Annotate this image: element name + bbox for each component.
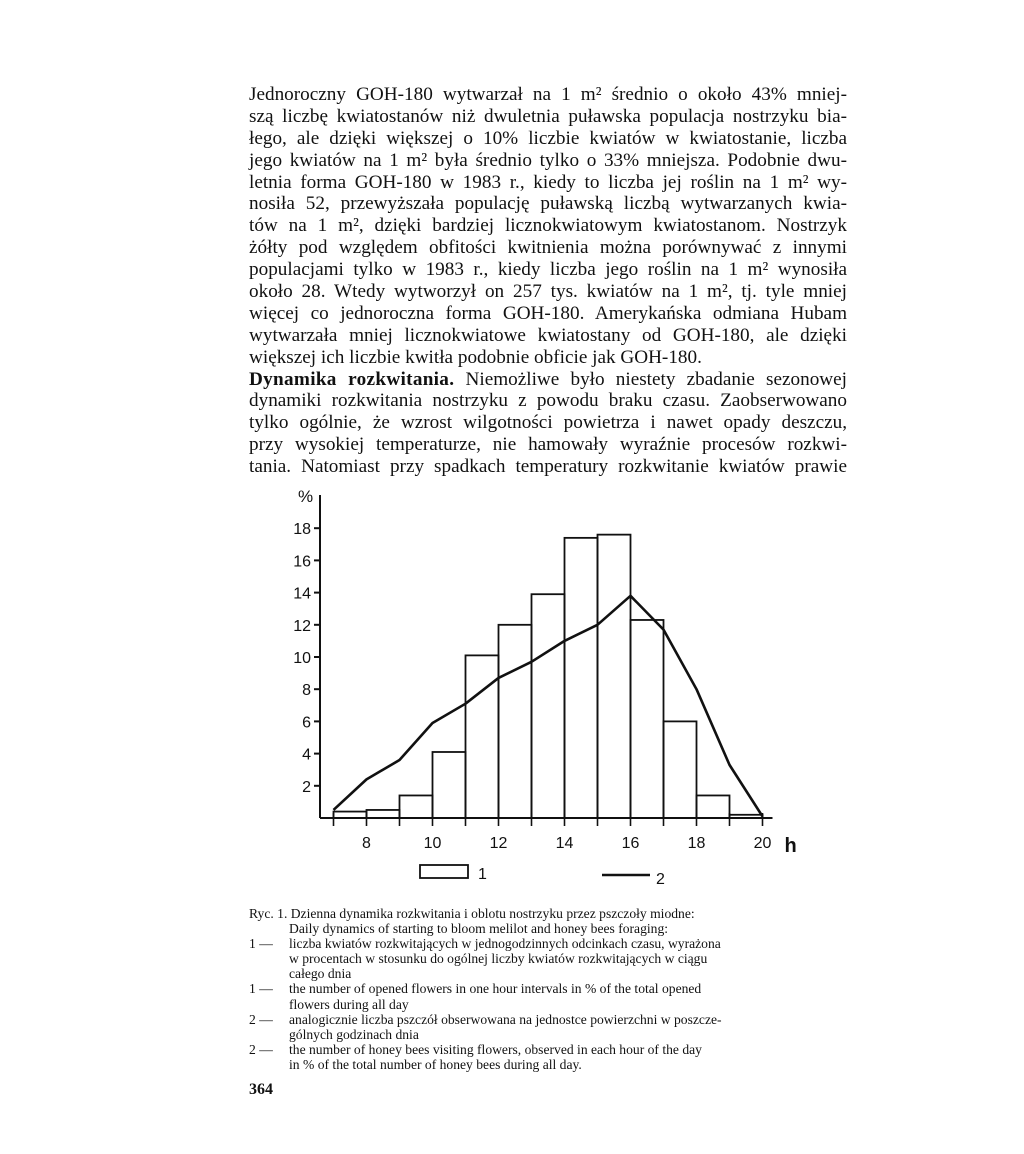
text-line: tów na 1 m², dzięki bardziej licznokwiatowym kwiatostanom. Nostrzyk — [249, 215, 847, 237]
y-tick-label: 8 — [302, 682, 311, 700]
x-tick-label: 8 — [362, 835, 371, 852]
caption-line: liczba kwiatów rozkwitających w jednogodzinnych odcinkach czasu, wyrażona — [289, 936, 721, 952]
caption-item-number: 1 — — [249, 936, 273, 952]
y-tick-label: 16 — [293, 553, 311, 571]
histogram-bar — [499, 625, 532, 818]
caption-item — [249, 1042, 849, 1072]
y-tick-label: 18 — [293, 521, 311, 539]
text-line: około 28. Wtedy wytworzył on 257 tys. kwiatów na 1 m², tj. tyle mniej — [249, 281, 847, 303]
text-line: większej ich liczbie kwitła podobnie obficie jak GOH-180. — [249, 346, 702, 368]
y-tick-label: 2 — [302, 778, 311, 796]
caption-item — [249, 981, 849, 1011]
histogram-bar — [433, 752, 466, 818]
text-line: tylko ogólnie, że wzrost wilgotności powietrza i nawet opady deszczu, — [249, 412, 847, 434]
histogram-bar — [367, 810, 400, 818]
x-tick-label: 10 — [423, 835, 442, 852]
histogram-bar — [664, 721, 697, 818]
text-line: populacjami tylko w 1983 r., kiedy liczba jego roślin na 1 m² wynosiła — [249, 259, 847, 281]
caption-item — [249, 1012, 849, 1042]
y-tick-label: 12 — [293, 617, 311, 635]
heading-line — [249, 369, 847, 391]
histogram-bar — [631, 620, 664, 818]
text-line: więcej co jednoroczna forma GOH-180. Amerykańska odmiana Hubam — [249, 302, 847, 324]
text-line: dynamiki rozkwitania nostrzyku z powodu braku czasu. Zaobserwowano — [249, 390, 847, 412]
x-tick-label: 20 — [753, 835, 772, 852]
caption-line: flowers during all day — [289, 996, 409, 1012]
figure-caption — [249, 906, 849, 1072]
caption-line: the number of opened flowers in one hour intervals in % of the total opened — [289, 981, 702, 997]
histogram-bar — [565, 538, 598, 818]
caption-line: w procentach w stosunku do ogólnej liczby kwiatów rozkwitających w ciągu — [289, 951, 708, 967]
x-tick-label: 14 — [555, 835, 574, 852]
text-line: Jednoroczny GOH-180 wytwarzał na 1 m² średnio o około 43% mniej- — [249, 84, 847, 105]
caption-line: analogicznie liczba pszczół obserwowana na jednostce powierzchni w poszcze- — [289, 1011, 722, 1027]
figure-chart — [280, 480, 820, 900]
page-number: 364 — [249, 1081, 273, 1098]
text-line: żółty pod względem obfitości kwitnienia można porównywać z innymi — [249, 237, 847, 259]
caption-item-number: 2 — — [249, 1011, 273, 1027]
x-tick-label: 18 — [687, 835, 706, 852]
legend-bar-label: 1 — [478, 866, 487, 883]
caption-title: Ryc. 1. Dzienna dynamika rozkwitania i oblotu nostrzyku przez pszczoły miodne: — [249, 906, 695, 921]
y-tick-label: 4 — [302, 746, 311, 764]
text-line: przy wysokiej temperaturze, nie hamowały wyraźnie procesów rozkwi- — [249, 434, 847, 456]
text-line: wytwarzała mniej licznokwiatowe kwiatostany od GOH-180, ale dzięki — [249, 324, 847, 346]
caption-line: całego dnia — [289, 966, 352, 982]
x-tick-label: 12 — [489, 835, 508, 852]
legend-line-label: 2 — [656, 871, 665, 888]
text-line: nosiła 52, przewyższała populację puławską liczbą wytwarzanych kwia- — [249, 193, 847, 215]
section-heading: Dynamika rozkwitania. — [249, 368, 455, 390]
histogram-bar — [598, 535, 631, 818]
x-tick-label: 16 — [621, 835, 640, 852]
caption-item-number: 2 — — [249, 1041, 273, 1057]
histogram-bar — [697, 795, 730, 818]
y-axis-label: % — [298, 487, 314, 506]
text-line: łego, ale dzięki większej o 10% liczbie kwiatów w kwiatostanie, liczba — [249, 127, 847, 149]
histogram-bar — [532, 594, 565, 818]
histogram-bar — [400, 795, 433, 818]
text-line: letnia forma GOH-180 w 1983 r., kiedy to liczba jej roślin na 1 m² wy- — [249, 171, 847, 193]
text-line: jego kwiatów na 1 m² była średnio tylko o 33% mniejsza. Podobnie dwu- — [249, 149, 847, 171]
text-line: szą liczbę kwiatostanów niż dwuletnia puławska populacja nostrzyku bia- — [249, 105, 847, 127]
histogram-bar — [730, 815, 763, 818]
x-axis-label: h — [784, 835, 797, 857]
y-tick-label: 14 — [293, 585, 311, 603]
legend-bar-swatch — [420, 865, 468, 878]
y-tick-label: 6 — [302, 714, 311, 732]
y-tick-label: 10 — [293, 650, 311, 667]
caption-line: gólnych godzinach dnia — [289, 1026, 419, 1042]
heading-line-rest: Niemożliwe było niestety zbadanie sezonowej — [454, 368, 848, 390]
bees-line-series — [334, 596, 763, 817]
caption-line: the number of honey bees visiting flowers, observed in each hour of the day — [289, 1041, 702, 1057]
caption-line: in % of the total number of honey bees during all day. — [289, 1056, 582, 1072]
body-text — [249, 84, 847, 478]
text-line: tania. Natomiast przy spadkach temperatury rozkwitanie kwiatów prawie — [249, 456, 847, 478]
caption-title-en: Daily dynamics of starting to bloom melilot and honey bees foraging: — [289, 921, 669, 937]
histogram-bar — [466, 655, 499, 818]
caption-item — [249, 936, 849, 981]
caption-item-number: 1 — — [249, 981, 273, 997]
